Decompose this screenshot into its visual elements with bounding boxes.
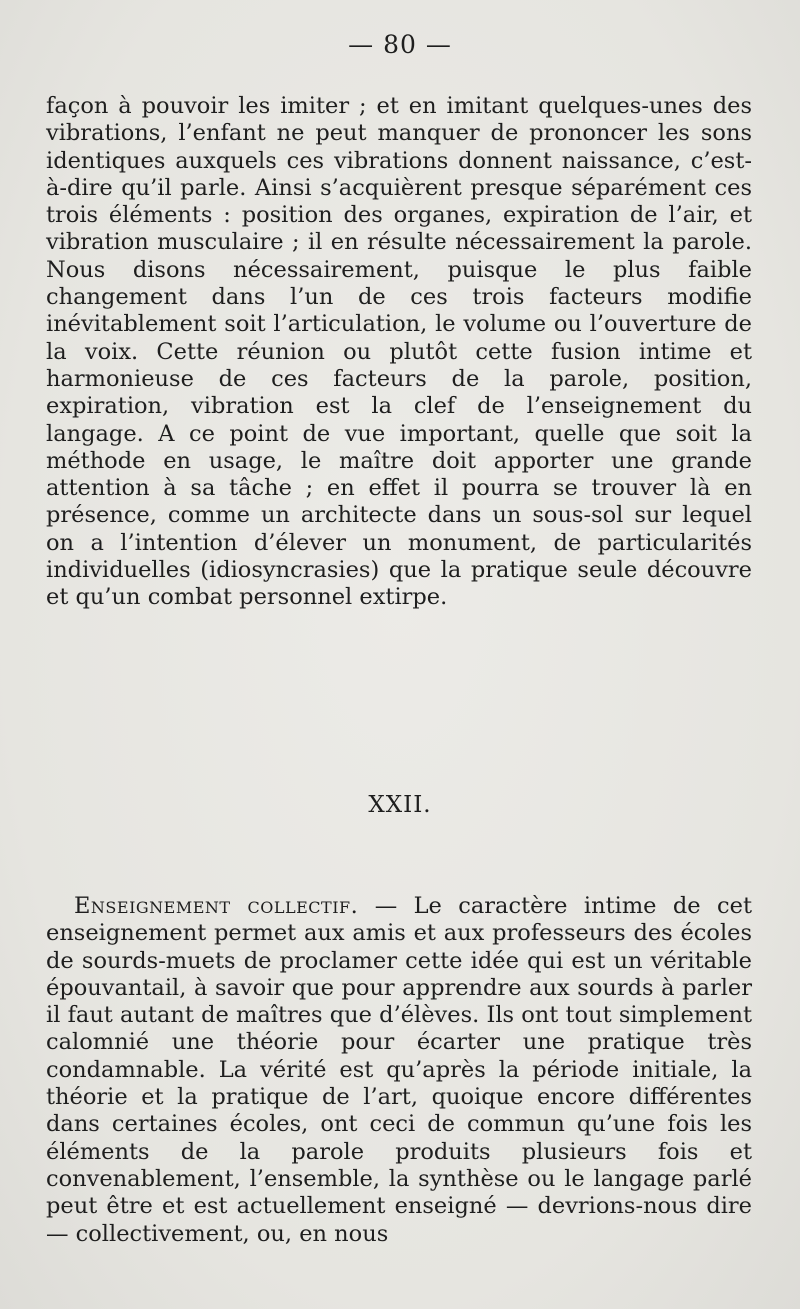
- page-number: — 80 —: [348, 30, 452, 59]
- paragraph-2-body: — Le caractère intime de cet enseignement permet aux amis et aux professeurs des écoles de sourds-muets de proclamer cette idée qui est un véritable épouvantail, à savoir que pour apprendre aux sourds à parler il faut autant de maîtres que d’élèves. Ils ont tout simplement calomnié une théorie pour écarter une pratique très condamnable. La vérité est qu’après la période initiale, la théorie et la pratique de l’art, quoique encore différentes dans certaines écoles, ont ceci de commun qu’une fois les éléments de la parole produits plusieurs fois et convenablement, l’ensemble, la synthèse ou le langage parlé peut être et est actuellement enseigné — devrions-nous dire — collectivement, ou, en nous: [46, 893, 752, 1247]
- section-heading: XXII.: [368, 792, 432, 818]
- section-lead-in: Enseignement collectif.: [74, 893, 359, 919]
- paragraph-2: [46, 893, 752, 1248]
- paragraph-1: façon à pouvoir les imiter ; et en imitant quelques-unes des vibrations, l’enfant ne peut manquer de prononcer les sons identiques auxquels ces vibrations donnent naissance, c’est-à-dire qu’il parle. Ainsi s’acquièrent presque séparément ces trois éléments : position des organes, expiration de l’air, et vibration musculaire ; il en résulte nécessairement la parole. Nous disons nécessairement, puisque le plus faible changement dans l’un de ces trois facteurs modifie inévitablement soit l’articulation, le volume ou l’ouverture de la voix. Cette réunion ou plutôt cette fusion intime et harmonieuse de ces facteurs de la parole, position, expiration, vibration est la clef de l’enseignement du langage. A ce point de vue important, quelle que soit la méthode en usage, le maître doit apporter une grande attention à sa tâche ; en effet il pourra se trouver là en présence, comme un architecte dans un sous-sol sur lequel on a l’intention d’élever un monument, de particularités individuelles (idiosyncrasies) que la pratique seule découvre et qu’un combat personnel extirpe.: [46, 93, 752, 611]
